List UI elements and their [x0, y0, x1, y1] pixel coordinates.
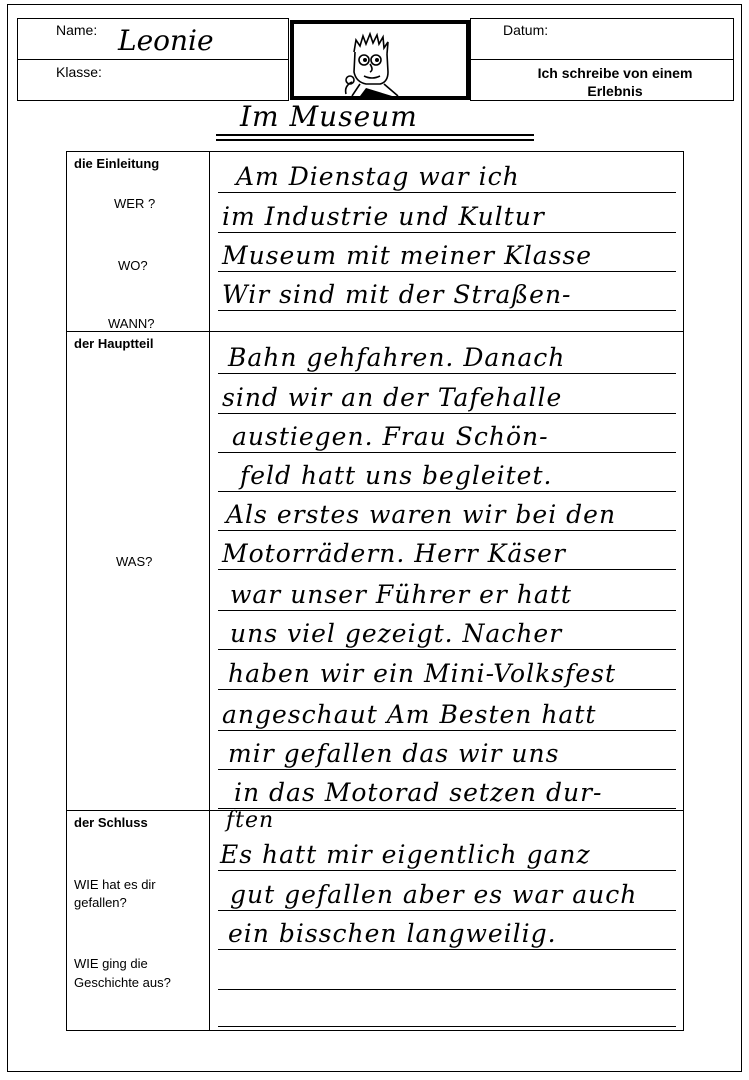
- handwriting-line: war unser Führer er hatt: [230, 580, 572, 609]
- cartoon-boy-image: [294, 24, 466, 96]
- handwriting-line: angeschaut Am Besten hatt: [222, 700, 597, 729]
- writing-line: [218, 192, 676, 193]
- handwriting-line: im Industrie und Kultur: [222, 202, 545, 231]
- section-end-title: der Schluss: [74, 815, 148, 830]
- name-label: Name:: [56, 22, 98, 38]
- writing-line: [218, 870, 676, 871]
- handwriting-line: sind wir an der Tafehalle: [222, 383, 563, 412]
- question-how-liked: WIE hat es dir gefallen?: [74, 877, 156, 910]
- handwriting-line: ein bisschen langweilig.: [228, 919, 557, 948]
- handwriting-line: Motorrädern. Herr Käser: [222, 539, 566, 568]
- handwriting-line: mir gefallen das wir uns: [228, 739, 560, 768]
- writing-line: [218, 569, 676, 570]
- question-how-ended: WIE ging die Geschichte aus?: [74, 956, 171, 990]
- handwriting-line: Es hatt mir eigentlich ganz: [220, 840, 591, 869]
- writing-line: [218, 769, 676, 770]
- writing-line: [218, 730, 676, 731]
- handwriting-line: Wir sind mit der Straßen-: [222, 280, 572, 309]
- question-who: WER ?: [114, 196, 156, 211]
- writing-line: [218, 452, 676, 453]
- writing-line: [218, 310, 676, 311]
- handwriting-line: ften: [226, 808, 275, 833]
- writing-line: [218, 910, 676, 911]
- handwriting-line: Als erstes waren wir bei den: [226, 500, 617, 529]
- handwriting-line: gut gefallen aber es war auch: [230, 880, 638, 909]
- date-label: Datum:: [503, 22, 549, 38]
- question-where: WO?: [118, 258, 148, 273]
- title-underline: [216, 134, 534, 136]
- section-main-title: der Hauptteil: [74, 336, 154, 351]
- writing-line: [218, 1026, 676, 1027]
- handwriting-line: feld hatt uns begleitet.: [240, 461, 553, 490]
- writing-line: [218, 232, 676, 233]
- handwriting-line: Museum mit meiner Klasse: [222, 241, 593, 270]
- column-divider: [209, 151, 210, 1031]
- handwriting-line: haben wir ein Mini-Volksfest: [228, 659, 617, 688]
- handwriting-line: uns viel gezeigt. Nacher: [230, 619, 563, 648]
- writing-line: [218, 949, 676, 950]
- handwriting-line: austiegen. Frau Schön-: [232, 422, 549, 451]
- page-title: Im Museum: [240, 100, 418, 133]
- class-label: Klasse:: [56, 64, 102, 80]
- writing-line: [218, 689, 676, 690]
- writing-line: [218, 530, 676, 531]
- assignment-title: Ich schreibe von einem Erlebnis: [537, 65, 693, 99]
- writing-line: [218, 649, 676, 650]
- question-when: WANN?: [108, 316, 155, 331]
- handwriting-line: Am Dienstag war ich: [236, 162, 520, 191]
- handwriting-line: in das Motorad setzen dur-: [234, 778, 603, 807]
- section-divider-1: [66, 331, 684, 332]
- writing-line: [218, 271, 676, 272]
- question-what: WAS?: [116, 554, 153, 569]
- writing-line: [218, 610, 676, 611]
- handwriting-line: Bahn gehfahren. Danach: [228, 343, 566, 372]
- writing-line: [218, 373, 676, 374]
- writing-line: [218, 808, 676, 809]
- title-underline-2: [216, 139, 534, 141]
- cartoon-illustration: [290, 20, 470, 100]
- writing-line: [218, 413, 676, 414]
- name-value: Leonie: [118, 24, 214, 57]
- writing-line: [218, 989, 676, 990]
- section-intro-title: die Einleitung: [74, 156, 160, 171]
- section-divider-2: [66, 810, 684, 811]
- writing-line: [218, 491, 676, 492]
